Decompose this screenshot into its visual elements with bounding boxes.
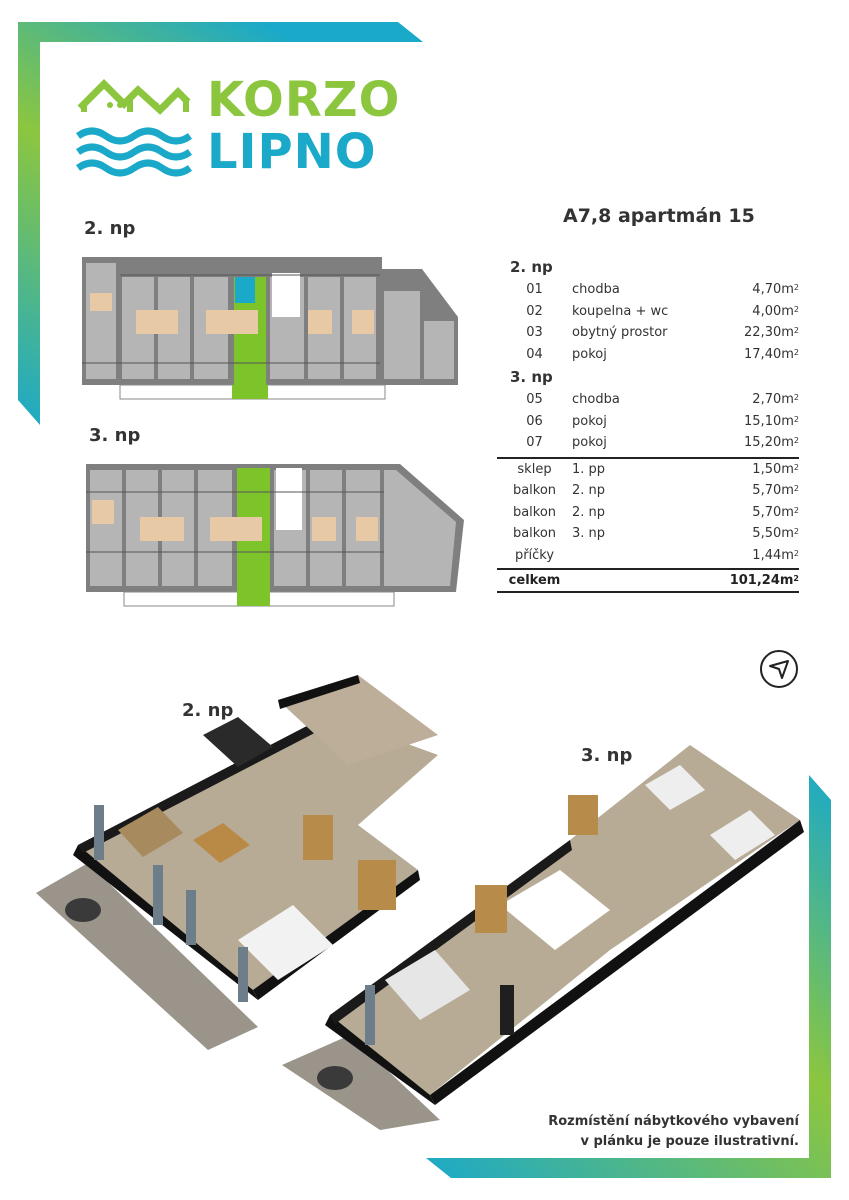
view3d-label-floor3: 3. np [581,745,633,766]
table-row: balkon 2. np $5,70m^2$ [512,504,799,520]
logo-icon [74,70,194,180]
plan-label-floor2: 2. np [84,218,136,239]
compass-arrow-icon [760,650,798,688]
disclaimer-line1: Rozmístění nábytkového vybavení [548,1114,799,1129]
table-row: balkon 3. np $5,50m^2$ [512,526,799,541]
plan-label-floor3: 3. np [89,425,141,446]
table-row: 06 pokoj $15,10m^2$ [526,413,799,429]
disclaimer-line2: v plánku je pouze ilustrativní. [580,1134,799,1149]
logo-text-korzo: KORZO [207,72,401,128]
area-table [497,255,799,593]
table-row: 02 koupelna + wc $4,00m^2$ [526,303,799,319]
table-row: 01 chodba $4,70m^2$ [526,282,799,297]
table-row: 03 obytný prostor $22,30m^2$ [526,325,799,340]
table-heading-floor2: 2. np [510,258,553,276]
view3d-label-floor2: 2. np [182,700,234,721]
table-row: balkon 2. np $5,70m^2$ [512,483,799,498]
apartment-title: A7,8 apartmán 15 [563,205,755,227]
table-row: příčky $1,44m^2$ [514,547,799,563]
table-row: 05 chodba $2,70m^2$ [526,392,799,407]
disclaimer-note [548,1112,799,1152]
view3d-floor3 [270,740,805,1130]
table-total-row: celkem $101,24m^2$ [497,568,799,593]
logo-text-lipno: LIPNO [207,124,377,180]
floor-plan-3np [84,462,469,610]
floor-plan-2np [80,255,465,403]
table-row: sklep 1. pp $1,50m^2$ [517,461,799,477]
table-row: 07 pokoj $15,20m^2$ [526,435,799,450]
table-row: 04 pokoj $17,40m^2$ [526,346,799,362]
table-heading-floor3: 3. np [510,368,553,386]
